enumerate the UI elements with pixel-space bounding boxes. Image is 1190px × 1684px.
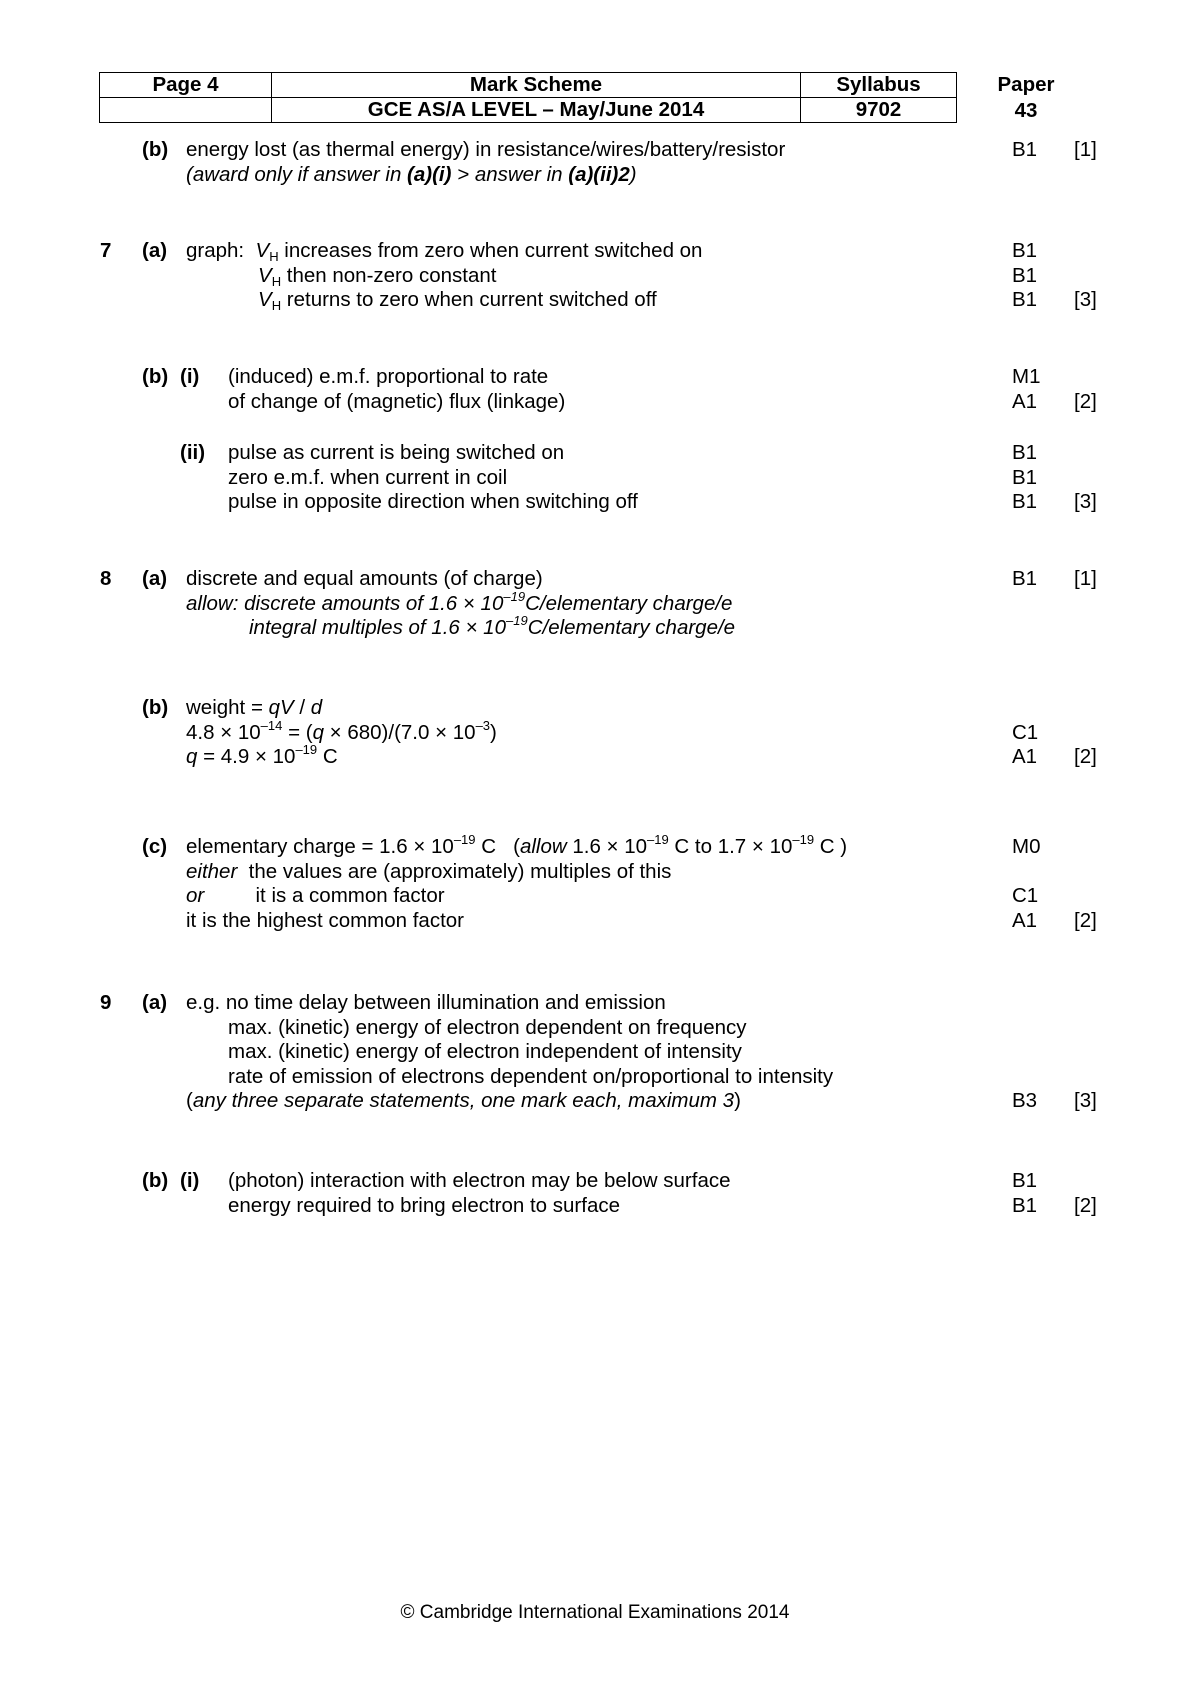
- answer-line: [0, 238, 1190, 264]
- answer-line: [0, 287, 1190, 313]
- text-segment: /: [293, 696, 311, 719]
- page-label-blank: [100, 98, 272, 123]
- mark-total: [2]: [1074, 908, 1097, 932]
- mark-code: A1: [1012, 389, 1038, 413]
- text-segment: energy lost (as thermal energy) in resistance/wires/battery/resistor: [186, 138, 786, 161]
- text-segment: returns to zero when current switched off: [281, 288, 657, 311]
- text-segment: V: [255, 239, 270, 262]
- answer-line: [0, 695, 1190, 721]
- text-segment: of change of (magnetic) flux (linkage): [228, 389, 566, 413]
- mark-code: C1: [1012, 720, 1039, 744]
- text-segment: H: [269, 249, 279, 264]
- answer-line: [0, 389, 1190, 415]
- answer-line: [0, 364, 1190, 390]
- answer-line: [0, 137, 1190, 163]
- answer-line: [0, 834, 1190, 860]
- answer-line: [0, 588, 1190, 617]
- text-segment: qV: [268, 696, 294, 719]
- text-segment: any three separate statements, one mark each, maximum 3: [192, 1089, 735, 1112]
- mark-code: C1: [1012, 884, 1039, 907]
- answer-text: [186, 859, 671, 885]
- part-label: (b): [142, 696, 169, 719]
- text-segment: –3: [475, 717, 491, 733]
- scheme-label: Mark Scheme: [272, 73, 801, 98]
- mark-total: [3]: [1074, 490, 1097, 513]
- answer-line: [0, 1193, 1190, 1219]
- mark-code: A1: [1012, 908, 1038, 932]
- answer-line: [0, 1039, 1190, 1065]
- page-label: Page 4: [100, 73, 272, 98]
- text-segment: then non-zero constant: [281, 263, 497, 287]
- answer-text: [228, 389, 565, 415]
- answer-text: [186, 990, 666, 1016]
- text-segment: (induced) e.m.f. proportional to rate: [228, 365, 549, 388]
- text-segment: increases from zero when current switched on: [278, 239, 703, 262]
- text-segment: energy required to bring electron to surface: [228, 1193, 621, 1217]
- text-segment: 4.8 × 10: [186, 720, 261, 744]
- answer-line: [0, 440, 1190, 466]
- mark-code: B1: [1012, 1193, 1038, 1217]
- answer-line: [0, 162, 1190, 188]
- answer-line: [0, 1064, 1190, 1090]
- mark-total: [3]: [1074, 1089, 1097, 1112]
- text-segment: –19: [505, 613, 528, 628]
- text-segment: C/elementary charge/e: [527, 616, 736, 639]
- answer-text: [186, 908, 464, 934]
- answer-text: [186, 834, 847, 860]
- part-label: (a): [142, 991, 168, 1014]
- text-segment: e.g. no time delay between illumination and emission: [186, 991, 666, 1014]
- text-segment: H: [271, 273, 282, 289]
- mark-code: B1: [1012, 138, 1038, 161]
- answer-text: [186, 238, 702, 264]
- text-segment: C/elementary charge/e: [525, 591, 733, 615]
- text-segment: either: [186, 859, 238, 883]
- text-segment: –19: [295, 742, 318, 757]
- answer-text: [186, 137, 785, 163]
- text-segment: (a)(ii)2: [568, 162, 630, 186]
- text-segment: ): [629, 162, 637, 186]
- answer-text: [228, 1064, 833, 1090]
- part-label: (a): [142, 239, 168, 262]
- text-segment: pulse as current is being switched on: [228, 441, 565, 464]
- mark-code: A1: [1012, 745, 1038, 768]
- part-label: (b): [142, 138, 169, 161]
- answer-text: [228, 1039, 742, 1065]
- answer-line: [0, 744, 1190, 770]
- text-segment: max. (kinetic) energy of electron dependent on frequency: [228, 1015, 747, 1039]
- part-label: (b): [142, 1169, 169, 1192]
- text-segment: × 680)/(7.0 × 10: [323, 720, 476, 744]
- text-segment: H: [271, 298, 282, 313]
- text-segment: –19: [503, 588, 526, 604]
- text-segment: (award only if answer in: [186, 162, 408, 186]
- part-label: (a): [142, 567, 168, 590]
- text-segment: or: [186, 884, 205, 907]
- paper-code: 43: [1014, 99, 1038, 122]
- answer-line: [0, 1088, 1190, 1114]
- answer-text: [186, 883, 445, 909]
- text-segment: rate of emission of electrons dependent on/proportional to intensity: [228, 1064, 834, 1088]
- text-segment: C: [317, 745, 338, 768]
- text-segment: it is a common factor: [204, 884, 445, 907]
- answer-text: [258, 263, 496, 289]
- answer-line: [0, 717, 1190, 746]
- text-segment: C (: [475, 835, 520, 858]
- answer-line: [0, 1168, 1190, 1194]
- answer-text: [228, 465, 507, 491]
- text-segment: max. (kinetic) energy of electron independent of intensity: [228, 1040, 742, 1063]
- text-segment: integral multiples of 1.6 × 10: [249, 616, 506, 639]
- answer-text: [228, 440, 564, 466]
- text-segment: it is the highest common factor: [186, 908, 465, 932]
- text-segment: d: [310, 696, 323, 719]
- answer-text: [258, 287, 657, 313]
- mark-code: B1: [1012, 239, 1038, 262]
- text-segment: 1.6 × 10: [566, 835, 648, 858]
- text-segment: C ): [814, 835, 848, 858]
- answer-text: [186, 588, 733, 617]
- answer-text: [186, 744, 338, 770]
- mark-code: B3: [1012, 1089, 1038, 1112]
- text-segment: = 4.9 × 10: [197, 745, 296, 768]
- answer-text: [228, 1015, 747, 1041]
- subpart-label: (i): [180, 1169, 200, 1192]
- mark-total: [3]: [1074, 288, 1097, 311]
- answer-text: [228, 364, 548, 390]
- subpart-label: (i): [180, 365, 200, 388]
- text-segment: q: [186, 745, 198, 768]
- copyright-footer: © Cambridge International Examinations 2014: [400, 1602, 790, 1623]
- answer-line: [0, 566, 1190, 592]
- mark-total: [2]: [1074, 745, 1097, 768]
- text-segment: > answer in: [451, 162, 569, 186]
- answer-text: [186, 566, 543, 592]
- mark-total: [2]: [1074, 1193, 1097, 1217]
- mark-total: [2]: [1074, 389, 1097, 413]
- answer-line: [0, 489, 1190, 515]
- text-segment: –19: [647, 832, 669, 847]
- text-segment: (a)(i): [407, 162, 452, 186]
- text-segment: elementary charge = 1.6 × 10: [186, 835, 454, 858]
- mark-code: B1: [1012, 441, 1038, 464]
- mark-code: B1: [1012, 263, 1038, 287]
- text-segment: ): [734, 1089, 741, 1112]
- answer-line: [0, 615, 1190, 641]
- answer-line: [0, 990, 1190, 1016]
- text-segment: ): [490, 720, 497, 744]
- text-segment: = (: [282, 720, 313, 744]
- text-segment: the values are (approximately) multiples of this: [237, 859, 672, 883]
- subpart-label: (ii): [180, 441, 206, 464]
- syllabus-code: 9702: [801, 98, 957, 123]
- text-segment: (photon) interaction with electron may be below surface: [228, 1169, 731, 1192]
- answer-line: [0, 1015, 1190, 1041]
- text-segment: V: [258, 288, 272, 311]
- text-segment: weight =: [186, 696, 269, 719]
- text-segment: C to 1.7 × 10: [668, 835, 793, 858]
- mark-code: B1: [1012, 465, 1038, 489]
- text-segment: allow: discrete amounts of 1.6 × 10: [186, 591, 504, 615]
- answer-text: [186, 717, 497, 746]
- text-segment: V: [258, 263, 272, 287]
- answer-line: [0, 465, 1190, 491]
- text-segment: zero e.m.f. when current in coil: [228, 465, 508, 489]
- part-label: (b): [142, 365, 169, 388]
- answer-line: [0, 263, 1190, 289]
- part-label: (c): [142, 835, 168, 858]
- paper-cell: [986, 72, 1066, 124]
- text-segment: discrete and equal amounts (of charge): [186, 567, 543, 590]
- text-segment: –19: [792, 832, 815, 847]
- text-segment: –14: [260, 717, 283, 733]
- header-table: [99, 72, 957, 123]
- text-segment: (: [186, 1089, 193, 1112]
- mark-code: B1: [1012, 1169, 1038, 1192]
- answer-text: [186, 695, 322, 721]
- mark-code: M1: [1012, 365, 1041, 388]
- question-number: 8: [100, 567, 112, 590]
- answer-line: [0, 883, 1190, 909]
- answer-line: [0, 908, 1190, 934]
- mark-code: B1: [1012, 288, 1038, 311]
- text-segment: graph:: [186, 239, 256, 262]
- answer-text: [249, 615, 735, 641]
- paper-label: Paper: [997, 73, 1055, 96]
- answer-text: [228, 1193, 620, 1219]
- text-segment: –19: [453, 832, 476, 847]
- answer-text: [228, 1168, 731, 1194]
- answer-text: [186, 1088, 741, 1114]
- text-segment: q: [312, 720, 324, 744]
- text-segment: allow: [519, 835, 567, 858]
- question-number: 9: [100, 991, 112, 1014]
- answer-text: [186, 162, 637, 188]
- exam-title: GCE AS/A LEVEL – May/June 2014: [272, 98, 801, 123]
- mark-total: [1]: [1074, 567, 1097, 590]
- answer-text: [228, 489, 638, 515]
- mark-code: M0: [1012, 835, 1041, 858]
- text-segment: pulse in opposite direction when switching off: [228, 490, 638, 513]
- mark-total: [1]: [1074, 138, 1097, 161]
- answer-line: [0, 859, 1190, 885]
- mark-code: B1: [1012, 567, 1038, 590]
- syllabus-label: Syllabus: [801, 73, 957, 98]
- mark-code: B1: [1012, 490, 1038, 513]
- question-number: 7: [100, 239, 112, 262]
